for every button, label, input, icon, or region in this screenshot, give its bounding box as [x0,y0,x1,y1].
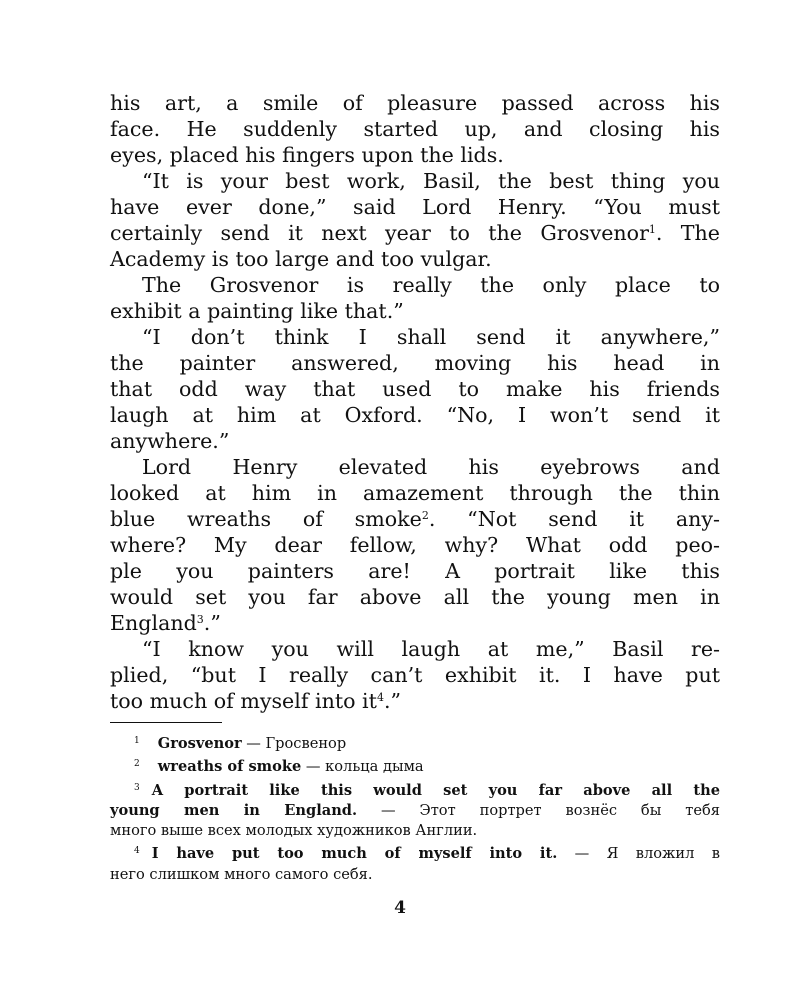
text-line: plied, “but I really can’t exhibit it. I have put [110,663,720,687]
text-line: certainly send it next year to the Grosvenor$^1$. The [110,221,720,245]
text-line: anywhere.” [110,429,230,453]
footnote-3-cont: young men in England. — Этот портрет вознёс бы тебя [110,801,720,819]
text-line: “It is your best work, Basil, the best thing you [142,169,720,193]
footnote-4: 4 I have put too much of myself into it. — Я вложил в [134,845,720,863]
text-line: face. He suddenly started up, and closing his [110,117,720,141]
text-line: The Grosvenor is really the only place to [142,273,720,297]
text-line: his art, a smile of pleasure passed across his [110,91,720,115]
text-line: would set you far above all the young men in [110,585,720,609]
text-line: blue wreaths of smoke$^2$. “Not send it any- [110,507,720,531]
text-line: laugh at him at Oxford. “No, I won’t send it [110,403,720,427]
text-line: have ever done,” said Lord Henry. “You must [110,195,720,219]
footnote-marker[interactable]: 3 [196,613,204,626]
footnote-marker[interactable]: 1 [648,223,656,236]
text-line: exhibit a painting like that.” [110,299,404,323]
footnote-divider [110,722,222,723]
footnote-1: 1 Grosvenor — Гросвенор [134,735,347,752]
text-line: where? My dear fellow, why? What odd peo- [110,533,720,557]
body-text [110,90,720,714]
footnote-3-cont: много выше всех молодых художников Англии. [110,822,478,840]
text-line: that odd way that used to make his friends [110,377,720,401]
text-line: ple you painters are! A portrait like this [110,559,720,583]
text-line: the painter answered, moving his head in [110,351,720,375]
book-page [110,90,720,885]
text-line: “I know you will laugh at me,” Basil re- [142,637,720,661]
footnote-marker[interactable]: 2 [421,509,429,522]
footnote-3: 3 A portrait like this would set you far above all the [134,781,720,799]
footnotes [110,731,720,885]
text-line: Academy is too large and too vulgar. [110,247,492,271]
footnote-marker[interactable]: 4 [376,691,384,704]
text-line: Lord Henry elevated his eyebrows and [142,455,720,479]
text-line: England$^3$.” [110,611,221,635]
page-number: 4 [394,898,406,918]
text-line: eyes, placed his fingers upon the lids. [110,143,504,167]
footnote-4-cont: него слишком много самого себя. [110,865,373,883]
text-line: looked at him in amazement through the thin [110,481,720,505]
text-line: “I don’t think I shall send it anywhere,” [142,325,720,349]
footnote-2: 2 wreaths of smoke — кольца дыма [134,758,424,776]
text-line: too much of myself into $it^4$.” [110,689,402,713]
